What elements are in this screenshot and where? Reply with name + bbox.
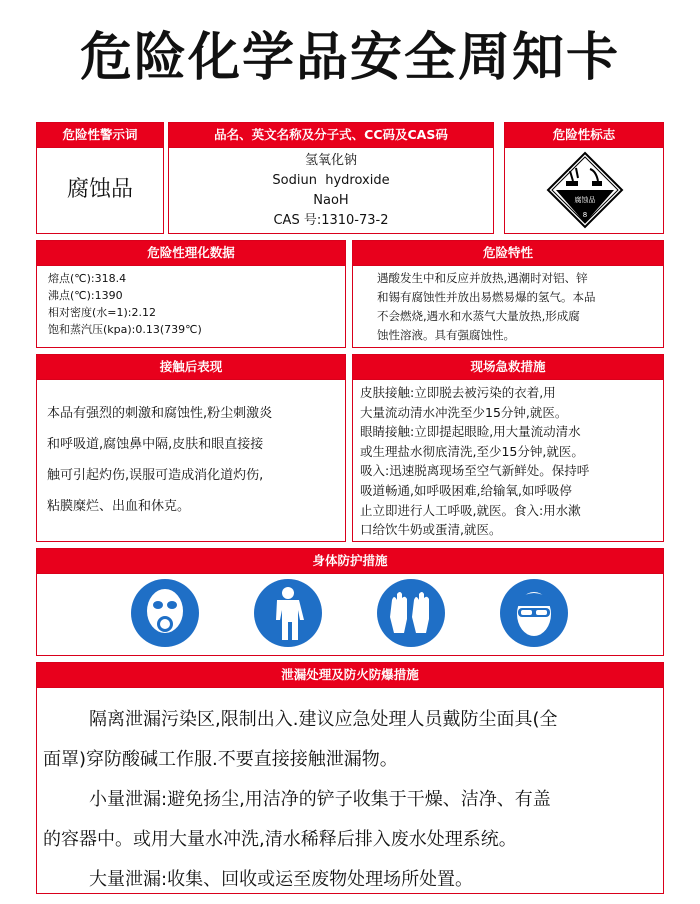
chemical-formula: NaoH [313,193,349,208]
hazard-sign-header: 危险性标志 [505,123,663,148]
physchem-header: 危险性理化数据 [37,241,345,266]
spill-line: 小量泄漏:避免扬尘,用洁净的铲子收集于干燥、洁净、有盖 [89,789,551,810]
spill-panel [36,662,664,894]
chemical-identity-header: 品名、英文名称及分子式、CC码及CAS码 [169,123,493,148]
hazard-warning-header: 危险性警示词 [37,123,163,148]
hazard-sign-panel [504,122,664,234]
spill-line: 的容器中。或用大量水冲洗,清水稀释后排入废水处理系统。 [43,829,517,850]
first-aid-line: 或生理盐水彻底清洗,至少15分钟,就医。 [360,443,584,459]
chemical-name-cn: 氢氧化钠 [304,153,357,168]
first-aid-line: 眼睛接触:立即提起眼睑,用大量流动清水 [360,424,581,440]
corrosive-diamond-icon [546,151,624,229]
first-aid-header: 现场急救措施 [353,355,663,380]
exposure-header: 接触后表现 [37,355,345,380]
sign-class-number: 8 [582,211,588,219]
exposure-line: 本品有强烈的刺激和腐蚀性,粉尘刺激炎 [47,406,273,421]
exposure-line: 粘膜糜烂、出血和休克。 [47,499,191,514]
exposure-line: 和呼吸道,腐蚀鼻中隔,皮肤和眼直接接 [47,437,264,452]
protection-panel [36,548,664,656]
physchem-line: 相对密度(水=1):2.12 [48,306,156,319]
chemical-name-en: Sodiun hydroxide [272,173,390,188]
chemical-identity-panel [168,122,494,234]
first-aid-panel [352,354,664,542]
exposure-line: 触可引起灼伤,误服可造成消化道灼伤, [47,468,264,483]
hazard-warning-panel [36,122,164,234]
protection-header: 身体防护措施 [37,549,663,574]
first-aid-line: 大量流动清水冲洗至少15分钟,就医。 [360,404,568,420]
protective-gloves-icon [376,578,446,648]
protective-suit-icon [253,578,323,648]
first-aid-line: 吸道畅通,如呼吸困难,给输氧,如呼吸停 [360,482,572,498]
hazard-properties-line: 蚀性溶液。具有强腐蚀性。 [377,328,515,342]
first-aid-line: 止立即进行人工呼吸,就医。食入:用水漱 [360,502,581,518]
respirator-mask-icon [130,578,200,648]
cas-number: CAS 号:1310-73-2 [273,213,389,228]
physchem-line: 饱和蒸汽压(kpa):0.13(739℃) [48,323,202,336]
hazard-properties-panel [352,240,664,348]
exposure-panel [36,354,346,542]
first-aid-line: 吸入:迅速脱离现场至空气新鲜处。保持呼 [360,463,590,479]
physchem-line: 熔点(℃):318.4 [48,272,127,285]
spill-line: 大量泄漏:收集、回收或运至废物处理场所处置。 [89,869,474,890]
physchem-line: 沸点(℃):1390 [48,289,123,302]
sign-label: 腐蚀品 [574,196,596,204]
hazard-properties-header: 危险特性 [353,241,663,266]
hazard-properties-line: 和锡有腐蚀性并放出易燃易爆的氢气。本品 [377,290,596,304]
first-aid-line: 口给饮牛奶或蛋清,就医。 [360,522,502,538]
hazard-warning-value: 腐蚀品 [66,177,133,202]
spill-header: 泄漏处理及防火防爆措施 [37,663,663,688]
spill-line: 面罩)穿防酸碱工作服.不要直接接触泄漏物。 [43,749,398,770]
page-title: 危险化学品安全周知卡 [79,28,620,88]
spill-line: 隔离泄漏污染区,限制出入.建议应急处理人员戴防尘面具(全 [89,709,558,730]
hazard-properties-line: 不会燃烧,遇水和水蒸气大量放热,形成腐 [377,309,580,323]
first-aid-line: 皮肤接触:立即脱去被污染的衣着,用 [360,385,556,400]
hazard-properties-line: 遇酸发生中和反应并放热,遇潮时对铝、锌 [377,271,588,285]
safety-goggles-icon [499,578,569,648]
physchem-panel [36,240,346,348]
